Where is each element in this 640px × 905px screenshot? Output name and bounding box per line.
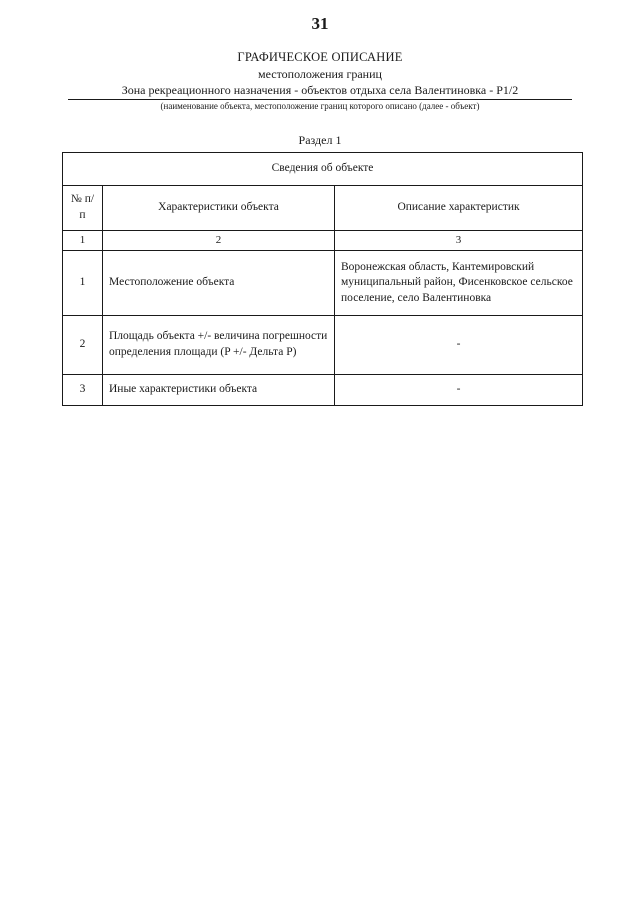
table-row: [63, 374, 583, 405]
row-characteristic: Иные характеристики объекта: [103, 374, 335, 405]
object-name: Зона рекреационного назначения - объектов отдыха села Валентиновка - Р1/2: [68, 83, 572, 100]
row-number: 3: [63, 374, 103, 405]
object-info-table: [62, 152, 583, 406]
table-row: [63, 250, 583, 315]
column-header-row: [63, 186, 583, 231]
column-header-description: Описание характеристик: [335, 186, 583, 231]
page-number: 31: [311, 14, 329, 33]
document-title: ГРАФИЧЕСКОЕ ОПИСАНИЕ: [237, 50, 403, 64]
column-number: 3: [335, 231, 583, 251]
row-description: Воронежская область, Кантемировский муниципальный район, Фисенковское сельское поселение, село Валентиновка: [335, 250, 583, 315]
column-number: 2: [103, 231, 335, 251]
row-characteristic: Местоположение объекта: [103, 250, 335, 315]
row-number: 1: [63, 250, 103, 315]
column-number: 1: [63, 231, 103, 251]
column-header-number: № п/п: [63, 186, 103, 231]
table-row: [63, 315, 583, 374]
column-header-characteristic: Характеристики объекта: [103, 186, 335, 231]
row-characteristic: Площадь объекта +/- величина погрешности определения площади (P +/- Дельта P): [103, 315, 335, 374]
table-header: Сведения об объекте: [63, 153, 583, 186]
row-description: -: [335, 315, 583, 374]
document-subtitle: местоположения границ: [258, 67, 382, 81]
table-header-row: [63, 153, 583, 186]
row-number: 2: [63, 315, 103, 374]
column-number-row: [63, 231, 583, 251]
section-label: Раздел 1: [298, 133, 342, 147]
object-caption: (наименование объекта, местоположение границ которого описано (далее - объект): [160, 101, 480, 111]
row-description: -: [335, 374, 583, 405]
